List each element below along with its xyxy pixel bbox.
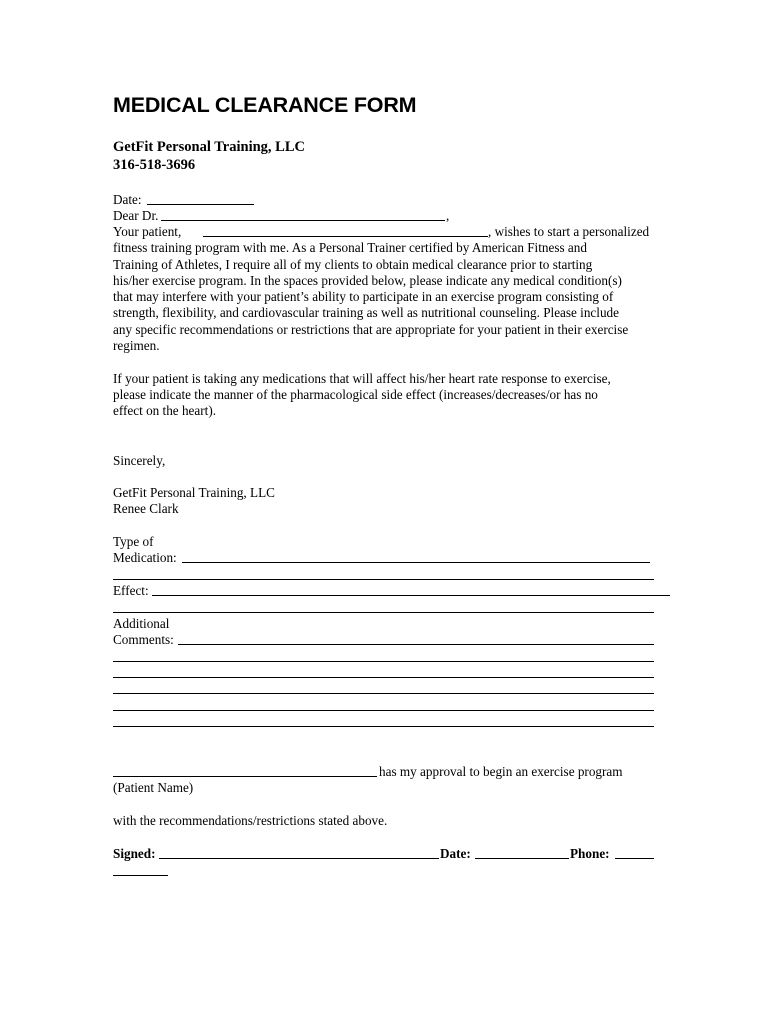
company-phone: 316-518-3696 [113,157,196,173]
comments-field-line[interactable] [113,715,654,727]
medication-field[interactable] [182,551,650,563]
company-name: GetFit Personal Training, LLC [113,139,305,155]
closing: Sincerely, [113,453,166,468]
medication-paragraph-line: please indicate the manner of the pharmacological side effect (increases/decreases/or has no [113,387,598,402]
additional-label: Additional [113,616,170,631]
intro-line: fitness training program with me. As a Personal Trainer certified by American Fitness and [113,240,587,255]
signature-name: Renee Clark [113,501,179,516]
signed-label: Signed: [113,846,156,861]
effect-field-line[interactable] [113,601,654,613]
date-field[interactable] [147,193,254,205]
comments-label: Comments: [113,632,174,647]
phone-field-continued[interactable] [113,864,168,876]
intro-line: strength, flexibility, and cardiovascular training as well as nutritional counseling. Please include [113,305,619,320]
approval-continuation: with the recommendations/restrictions stated above. [113,813,388,828]
signature-company: GetFit Personal Training, LLC [113,485,275,500]
patient-name-label: (Patient Name) [113,780,194,795]
comments-field-line[interactable] [113,650,654,662]
medication-paragraph-line: If your patient is taking any medications that will affect his/her heart rate response to exercise, [113,371,611,386]
medication-paragraph-line: effect on the heart). [113,403,217,418]
approval-text: has my approval to begin an exercise program [379,764,623,779]
intro-line: any specific recommendations or restrictions that are appropriate for your patient in their exercise [113,322,629,337]
intro-tail: , wishes to start a personalized [488,224,650,239]
doctor-name-field[interactable] [161,209,445,221]
intro-line: regimen. [113,338,160,353]
phone-field[interactable] [615,847,654,859]
phone-label: Phone: [570,846,610,861]
comments-field-line[interactable] [113,682,654,694]
sign-date-label: Date: [440,846,471,861]
intro-line: his/her exercise program. In the spaces provided below, please indicate any medical condition(s) [113,273,622,288]
intro-line: Training of Athletes, I require all of my clients to obtain medical clearance prior to starting [113,257,593,272]
intro-lead: Your patient, [113,224,182,239]
page-title: MEDICAL CLEARANCE FORM [113,93,417,117]
effect-label: Effect: [113,583,149,598]
approval-patient-name-field[interactable] [113,765,377,777]
date-label: Date: [113,192,142,207]
salutation-comma: , [446,208,450,223]
comments-field-line[interactable] [113,699,654,711]
signature-field[interactable] [159,847,439,859]
effect-field[interactable] [152,584,670,596]
patient-name-field[interactable] [203,225,488,237]
medication-field-line[interactable] [113,568,654,580]
comments-field-line[interactable] [113,666,654,678]
type-of-label: Type of [113,534,154,549]
medication-label: Medication: [113,550,177,565]
comments-field[interactable] [178,633,654,645]
intro-line: that may interfere with your patient’s ability to participate in an exercise program consisting of [113,289,614,304]
salutation-label: Dear Dr. [113,208,159,223]
sign-date-field[interactable] [475,847,569,859]
